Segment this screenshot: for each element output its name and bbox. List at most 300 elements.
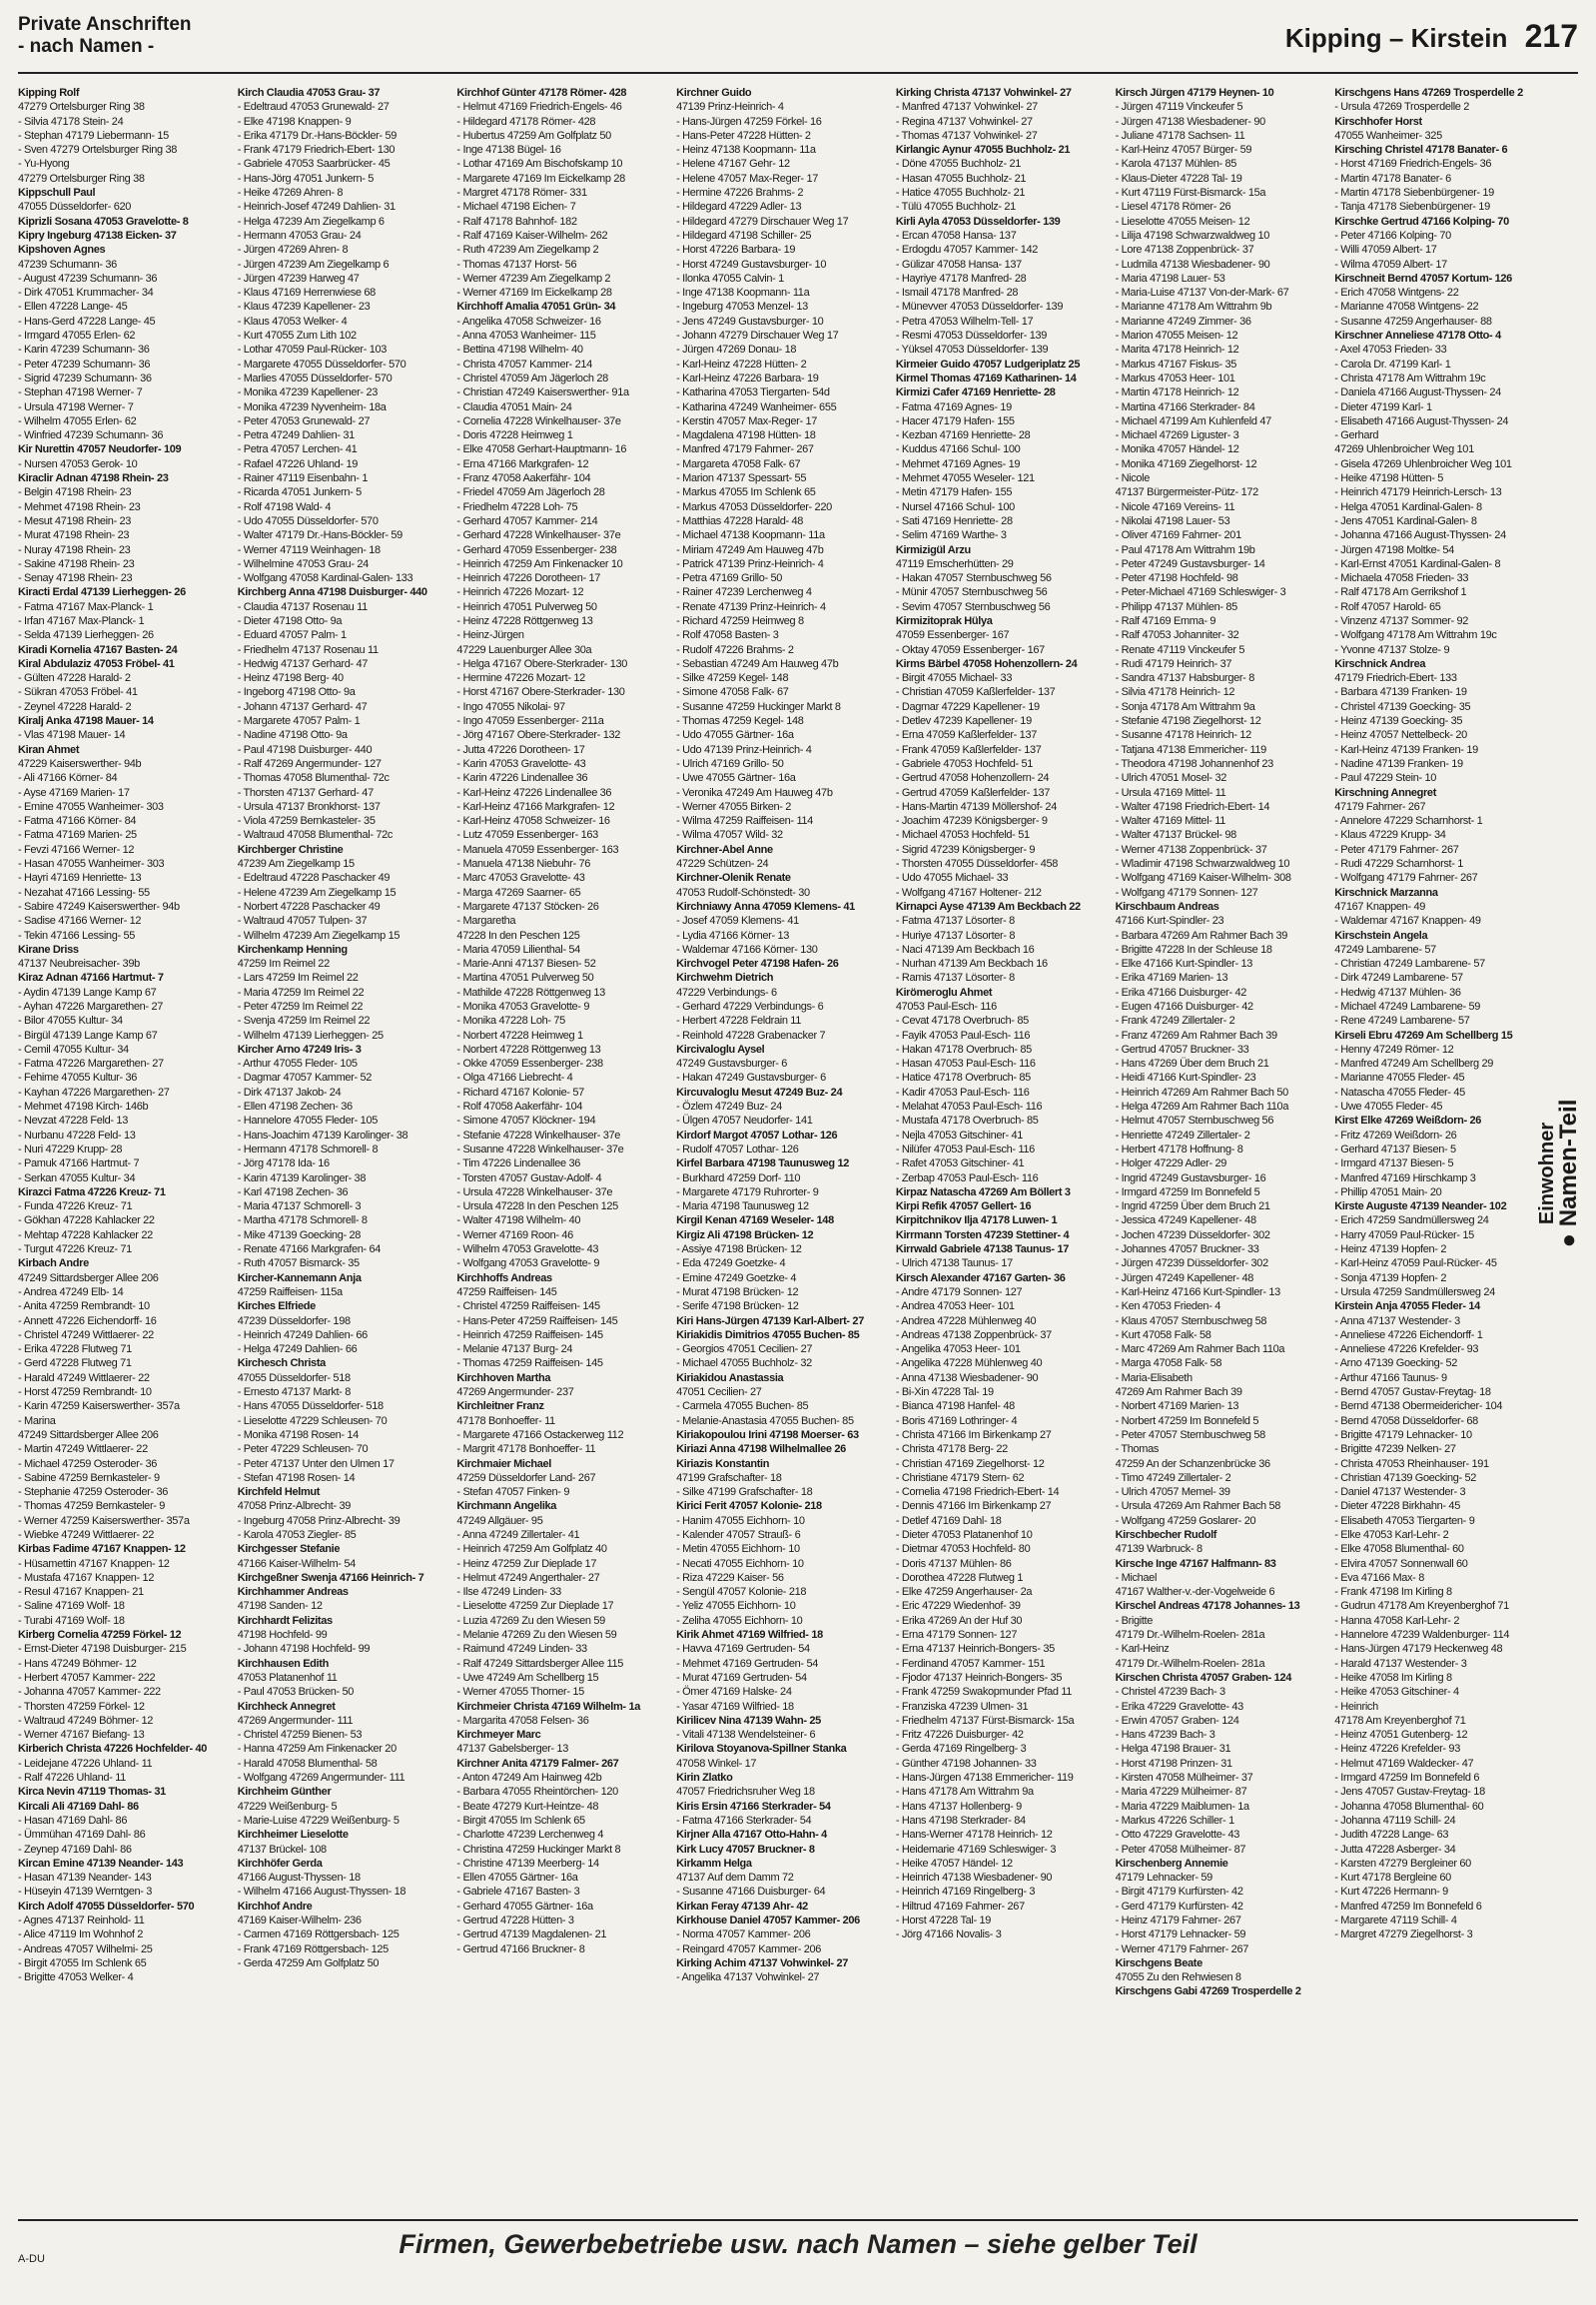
- listing-entry: - Belgin 47198 Rhein- 23: [18, 486, 132, 499]
- listing-entry: Kiralj Anka 47198 Mauer- 14: [18, 715, 154, 728]
- listing-entry: - Marianne 47058 Wintgens- 22: [1334, 301, 1479, 314]
- listing-entry: - Marianne 47178 Am Wittrahm 9b: [1115, 301, 1272, 314]
- listing-entry: - Erika 47269 An der Huf 30: [895, 1614, 1023, 1627]
- listing-entry: Kiracti Erdal 47139 Lierheggen- 26: [18, 586, 186, 599]
- listing-entry: - Lars 47259 Im Reimel 22: [237, 972, 359, 985]
- listing-entry: - Wolfgang 47179 Fahrner- 267: [1334, 872, 1478, 885]
- listing-entry: - Ingrid 47249 Gustavsburger- 16: [1115, 1171, 1266, 1184]
- listing-entry: - Birgit 47055 Im Schlenk 65: [18, 1956, 147, 1969]
- listing-entry: - Willi 47059 Albert- 17: [1334, 244, 1437, 257]
- listing-entry: - Frank 47198 Im Kirling 8: [1334, 1586, 1452, 1599]
- listing-entry: - Thomas 47137 Horst- 56: [456, 258, 577, 271]
- listing-entry: - Ismail 47178 Manfred- 28: [895, 287, 1019, 300]
- listing-entry: - Simone 47057 Klöckner- 194: [456, 1115, 596, 1128]
- listing-entry: - Murat 47198 Brücken- 12: [676, 1285, 799, 1298]
- listing-entry: - Friedhelm 47137 Fürst-Bismarck- 15a: [895, 1714, 1075, 1727]
- listing-entry: - Gertrud 47166 Bruckner- 8: [456, 1942, 585, 1955]
- listing-entry: - Mesut 47198 Rhein- 23: [18, 514, 132, 527]
- listing-entry: - Heike 47269 Ahren- 8: [237, 187, 344, 200]
- listing-entry: 47137 Brückel- 108: [237, 1843, 327, 1856]
- listing-entry: - Simone 47058 Falk- 67: [676, 686, 789, 699]
- listing-entry: - Jörg 47178 Ida- 16: [237, 1157, 330, 1170]
- listing-entry: - Hasan 47139 Neander- 143: [18, 1872, 152, 1885]
- listing-entry: - Karl-Heinz: [1115, 1643, 1170, 1656]
- listing-entry: - Jens 47051 Kardinal-Galen- 8: [1334, 514, 1477, 527]
- listing-entry: - Hedwig 47137 Mühlen- 36: [1334, 986, 1461, 999]
- listing-entry: - Karl-Heinz 47166 Kurt-Spindler- 13: [1115, 1285, 1280, 1298]
- listing-entry: - Ayhan 47226 Margarethen- 27: [18, 1001, 163, 1013]
- listing-entry: - Angelika 47058 Schweizer- 16: [456, 315, 601, 328]
- listing-entry: - Rudi 47229 Scharnhorst- 1: [1334, 858, 1464, 871]
- listing-entry: Kirch Adolf 47055 Düsseldorfer- 570: [18, 1900, 195, 1913]
- listing-entry: Kirchheimer Lieselotte: [237, 1829, 349, 1842]
- listing-entry: - Fevzi 47166 Werner- 12: [18, 843, 135, 856]
- listing-entry: - Kirsten 47058 Mülheimer- 37: [1115, 1772, 1253, 1785]
- listing-entry: Kirgiz Ali 47198 Brücken- 12: [676, 1228, 814, 1241]
- listing-entry: - Karl-Heinz 47058 Schweizer- 16: [456, 815, 610, 828]
- listing-entry: Kircali Ali 47169 Dahl- 86: [18, 1800, 139, 1813]
- listing-entry: - Ursula 47259 Sandmüllersweg 24: [1334, 1285, 1495, 1298]
- listing-entry: Kiriakidis Dimitrios 47055 Buchen- 85: [676, 1328, 860, 1341]
- listing-entry: Kircuvaloglu Mesut 47249 Buz- 24: [676, 1086, 843, 1099]
- listing-entry: - Rafet 47053 Gitschiner- 41: [895, 1157, 1025, 1170]
- listing-entry: - Wolfgang 47058 Kardinal-Galen- 133: [237, 572, 413, 585]
- listing-entry: - Heinrich 47169 Ringelberg- 3: [895, 1886, 1036, 1899]
- listing-entry: - Ulrich 47057 Memel- 39: [1115, 1486, 1230, 1499]
- listing-entry: - Holger 47229 Adler- 29: [1115, 1157, 1227, 1170]
- listing-entry: - Marc 47269 Am Rahmer Bach 110a: [1115, 1343, 1285, 1356]
- listing-entry: Kiraz Adnan 47166 Hartmut- 7: [18, 972, 164, 985]
- listing-entry: - Bernd 47058 Düsseldorfer- 68: [1334, 1414, 1478, 1427]
- listing-entry: - Helga 47167 Obere-Sterkrader- 130: [456, 657, 627, 670]
- listing-entry: - Margareta 47058 Falk- 67: [676, 457, 801, 470]
- listing-entry: - Sükran 47053 Fröbel- 41: [18, 686, 138, 699]
- listing-entry: - Melanie-Anastasia 47055 Buchen- 85: [676, 1414, 854, 1427]
- listing-entry: - Hasan 47055 Wanheimer- 303: [18, 858, 165, 871]
- listing-entry: - Erna 47059 Kaßlerfelder- 137: [895, 729, 1037, 742]
- listing-entry: Kirca Nevin 47119 Thomas- 31: [18, 1786, 166, 1799]
- listing-entry: - Hans-Werner 47178 Heinrich- 12: [895, 1829, 1053, 1842]
- listing-entry: - Karl-Heinz 47057 Bürger- 59: [1115, 144, 1252, 157]
- listing-entry: Kirchberg Anna 47198 Duisburger- 440: [237, 586, 427, 599]
- listing-entry: - Hakan 47178 Overbruch- 85: [895, 1043, 1032, 1056]
- listing-entry: - Nicole 47169 Vereins- 11: [1115, 500, 1235, 513]
- listing-entry: - Erika 47229 Gravelotte- 43: [1115, 1700, 1243, 1713]
- listing-entry: - Ruth 47057 Bismarck- 35: [237, 1257, 360, 1270]
- listing-entry: Kirchhoff Amalia 47051 Grün- 34: [456, 301, 616, 314]
- listing-entry: - Udo 47139 Prinz-Heinrich- 4: [676, 743, 812, 756]
- listing-entry: - Kurt 47119 Fürst-Bismarck- 15a: [1115, 187, 1266, 200]
- listing-entry: - Turgut 47226 Kreuz- 71: [18, 1243, 132, 1256]
- listing-entry: 47269 Uhlenbroicher Weg 101: [1334, 443, 1474, 456]
- listing-entry: - Christa 47178 Am Wittrahm 19c: [1334, 372, 1486, 384]
- listing-entry: - Wolfgang 47169 Kaiser-Wilhelm- 308: [1115, 872, 1291, 885]
- listing-entry: - Wilhelm 47053 Gravelotte- 43: [456, 1243, 599, 1256]
- listing-entry: - Peter 47058 Mülheimer- 87: [1115, 1843, 1246, 1856]
- listing-entry: Kirmeier Guido 47057 Ludgeriplatz 25: [895, 358, 1081, 371]
- listing-entry: - Karola 47137 Mühlen- 85: [1115, 158, 1237, 171]
- listing-entry: - Andreas 47138 Zoppenbrück- 37: [895, 1328, 1052, 1341]
- listing-entry: - Barbara 47269 Am Rahmer Bach 39: [1115, 929, 1288, 942]
- listing-entry: - Arno 47139 Goecking- 52: [1334, 1357, 1458, 1370]
- listing-entry: - Margrit 47178 Bonhoeffer- 11: [456, 1443, 596, 1456]
- listing-entry: - Hedwig 47137 Gerhard- 47: [237, 657, 369, 670]
- listing-entry: - Stefanie 47198 Ziegelhorst- 12: [1115, 715, 1261, 728]
- listing-entry: - Dagmar 47229 Kapellener- 19: [895, 700, 1040, 713]
- listing-entry: - Heinz 47198 Berg- 40: [237, 672, 344, 685]
- header-rule: [18, 72, 1578, 74]
- listing-entry: - Hans-Jürgen 47138 Emmericher- 119: [895, 1772, 1074, 1785]
- listing-entry: - Christel 47259 Bienen- 53: [237, 1729, 363, 1742]
- listing-entry: - Vinzenz 47137 Sommer- 92: [1334, 614, 1469, 627]
- listing-entry: 47198 Sanden- 12: [237, 1600, 323, 1613]
- listing-entry: - Bettina 47198 Wilhelm- 40: [456, 344, 583, 357]
- listing-entry: Kirchhoven Martha: [456, 1371, 551, 1384]
- listing-entry: - Hakan 47057 Sternbuschweg 56: [895, 572, 1052, 585]
- listing-entry: - Silke 47199 Grafschafter- 18: [676, 1486, 813, 1499]
- listing-entry: Kiradi Kornelia 47167 Basten- 24: [18, 643, 178, 656]
- listing-entry: - Walter 47198 Wilhelm- 40: [456, 1214, 581, 1227]
- listing-entry: - Jutta 47228 Asberger- 34: [1334, 1843, 1456, 1856]
- listing-entry: 47279 Ortelsburger Ring 38: [18, 172, 145, 185]
- listing-entry: 47249 Allgäuer- 95: [456, 1514, 543, 1527]
- listing-entry: - Kezban 47169 Henriette- 28: [895, 429, 1031, 442]
- listing-entry: - Yasar 47169 Wilfried- 18: [676, 1700, 794, 1713]
- listing-entry: - Gabriele 47167 Basten- 3: [456, 1886, 580, 1899]
- listing-entry: - Karsten 47279 Bergleiner 60: [1334, 1857, 1471, 1870]
- listing-entry: - Michael 47249 Lambarene- 59: [1334, 1001, 1481, 1013]
- listing-entry: Kirli Ayla 47053 Düsseldorfer- 139: [895, 215, 1061, 228]
- listing-entry: - Metin 47179 Hafen- 155: [895, 486, 1013, 499]
- listing-entry: - Tekin 47166 Lessing- 55: [18, 929, 136, 942]
- listing-entry: - Margarete 47179 Ruhrorter- 9: [676, 1185, 819, 1198]
- listing-entry: - Gerhard 47055 Gärtner- 16a: [456, 1900, 593, 1913]
- listing-entry: - Harald 47137 Westender- 3: [1334, 1657, 1467, 1670]
- listing-entry: - Christel 47059 Am Jägerloch 28: [456, 372, 608, 384]
- listing-entry: - Dieter 47228 Birkhahn- 45: [1334, 1500, 1460, 1513]
- listing-entry: Kirfel Barbara 47198 Taunusweg 12: [676, 1157, 850, 1170]
- listing-entry: - Henny 47249 Römer- 12: [1334, 1043, 1454, 1056]
- listing-entry: Kirschner Anneliese 47178 Otto- 4: [1334, 330, 1501, 343]
- listing-entry: - Paul 47229 Stein- 10: [1334, 772, 1437, 785]
- listing-entry: - Helene 47057 Max-Reger- 17: [676, 172, 818, 185]
- side-tab-text: [1536, 1100, 1580, 1248]
- listing-entry: 47259 An der Schanzenbrücke 36: [1115, 1457, 1270, 1470]
- listing-entry: - Hüsamettin 47167 Knappen- 12: [18, 1557, 170, 1570]
- listing-entry: - Eugen 47166 Duisburger- 42: [1115, 1001, 1253, 1013]
- listing-entry: - Franz 47058 Aakerfähr- 104: [456, 472, 591, 485]
- listing-entry: 47179 Friedrich-Ebert- 133: [1334, 672, 1457, 685]
- listing-entry: 47055 Wanheimer- 325: [1334, 129, 1442, 142]
- listing-entry: - Sonja 47139 Hopfen- 2: [1334, 1271, 1447, 1284]
- listing-entry: - Melanie 47269 Zu den Wiesen 59: [456, 1629, 617, 1642]
- listing-entry: 47053 Paul-Esch- 116: [895, 1001, 997, 1013]
- listing-entry: - Wladimir 47198 Schwarzwaldweg 10: [1115, 858, 1290, 871]
- listing-entry: - Emine 47055 Wanheimer- 303: [18, 800, 164, 813]
- listing-entry: - Ernst-Dieter 47198 Duisburger- 215: [18, 1643, 187, 1656]
- listing-entry: - Lieselotte 47259 Zur Dieplade 17: [456, 1600, 614, 1613]
- listing-entry: - Ralf 47169 Kaiser-Wilhelm- 262: [456, 229, 608, 242]
- listing-entry: - Johanna 47057 Kammer- 222: [18, 1686, 161, 1699]
- listing-entry: - Hakan 47249 Gustavsburger- 6: [676, 1072, 826, 1085]
- listing-entry: Kirkamm Helga: [676, 1857, 752, 1870]
- listing-entry: Kirkan Feray 47139 Ahr- 42: [676, 1900, 808, 1913]
- listing-entry: - Anna 47053 Wanheimer- 115: [456, 330, 596, 343]
- listing-entry: - Udo 47055 Michael- 33: [895, 872, 1009, 885]
- listing-entry: Kipshoven Agnes: [18, 244, 106, 257]
- listing-entry: - Hasan 47053 Paul-Esch- 116: [895, 1058, 1036, 1071]
- listing-entry: - Detlef 47169 Dahl- 18: [895, 1514, 1002, 1527]
- listing-entry: - Maria 47229 Maiblumen- 1a: [1115, 1800, 1249, 1813]
- listing-entry: - Günther 47198 Johannen- 33: [895, 1757, 1037, 1770]
- listing-entry: Kirchgesser Stefanie: [237, 1543, 341, 1556]
- listing-entry: - Serkan 47055 Kultur- 34: [18, 1171, 136, 1184]
- listing-entry: - Stephan 47179 Liebermann- 15: [18, 129, 169, 142]
- listing-entry: 47239 Düsseldorfer- 198: [237, 1314, 351, 1327]
- listing-entry: - Claudia 47051 Main- 24: [456, 400, 572, 413]
- listing-entry: - Andrea 47053 Heer- 101: [895, 1300, 1015, 1313]
- listing-entry: - Ursula 47169 Mittel- 11: [1115, 786, 1226, 799]
- listing-entry: - Olga 47166 Liebrecht- 4: [456, 1072, 573, 1085]
- listing-entry: - Klaus 47057 Sternbuschweg 58: [1115, 1314, 1267, 1327]
- listing-entry: - Mustafa 47178 Overbruch- 85: [895, 1115, 1039, 1128]
- listing-entry: - Cornelia 47198 Friedrich-Ebert- 14: [895, 1486, 1060, 1499]
- listing-entry: - Elke 47198 Knappen- 9: [237, 115, 352, 128]
- listing-entry: - Manfred 47137 Vohwinkel- 27: [895, 101, 1038, 114]
- listing-entry: Kirlangic Aynur 47055 Buchholz- 21: [895, 144, 1071, 157]
- listing-entry: - Werner 47179 Fahrner- 267: [1115, 1942, 1248, 1955]
- listing-entry: - Marie-Luise 47229 Weißenburg- 5: [237, 1814, 399, 1827]
- listing-entry: 47199 Grafschafter- 18: [676, 1471, 782, 1484]
- listing-entry: - Bernd 47057 Gustav-Freytag- 18: [1334, 1386, 1491, 1399]
- listing-entry: - Timo 47249 Zillertaler- 2: [1115, 1471, 1231, 1484]
- listing-entry: - Christian 47139 Goecking- 52: [1334, 1471, 1477, 1484]
- listing-entry: - Monika 47057 Händel- 12: [1115, 443, 1239, 456]
- listing-entry: Kirking Achim 47137 Vohwinkel- 27: [676, 1956, 848, 1969]
- listing-entry: - Werner 47239 Am Ziegelkamp 2: [456, 272, 611, 285]
- listing-entry: 47249 Gustavsburger- 6: [676, 1058, 788, 1071]
- listing-entry: - Anna 47137 Westender- 3: [1334, 1314, 1460, 1327]
- listing-entry: - Cemil 47055 Kultur- 34: [18, 1043, 129, 1056]
- listing-entry: - Markus 47053 Düsseldorfer- 220: [676, 500, 832, 513]
- listing-entry: - Hildegard 47229 Adler- 13: [676, 201, 802, 214]
- listing-entry: - Margret 47178 Römer- 331: [456, 187, 587, 200]
- listing-entry: 47051 Cecilien- 27: [676, 1386, 762, 1399]
- listing-entry: - Paul 47198 Duisburger- 440: [237, 743, 373, 756]
- listing-entry: - Karl-Heinz 47139 Franken- 19: [1334, 743, 1478, 756]
- listing-entry: - Heinz 47051 Gutenberg- 12: [1334, 1729, 1468, 1742]
- listing-entry: - Christa 47178 Berg- 22: [895, 1443, 1008, 1456]
- listing-entry: 47137 Bürgermeister-Pütz- 172: [1115, 486, 1258, 499]
- listing-entry: 47229 Kaiserswerther- 94b: [18, 757, 142, 770]
- listing-entry: - Eva 47166 Max- 8: [1334, 1571, 1424, 1584]
- listing-entry: - Ursula 47269 Am Rahmer Bach 58: [1115, 1500, 1281, 1513]
- listing-entry: 47179 Lehnacker- 59: [1115, 1872, 1212, 1885]
- listing-column: [238, 86, 449, 2208]
- listing-entry: - Johanna 47058 Blumenthal- 60: [1334, 1800, 1484, 1813]
- listing-entry: - Walter 47179 Dr.-Hans-Böckler- 59: [237, 529, 402, 542]
- listing-entry: - Reingard 47057 Kammer- 206: [676, 1942, 822, 1955]
- listing-entry: - Peter 47137 Unter den Ulmen 17: [237, 1457, 395, 1470]
- listing-entry: - Fatma 47169 Marien- 25: [18, 829, 137, 842]
- listing-entry: - Cevat 47178 Overbruch- 85: [895, 1015, 1029, 1028]
- listing-entry: - Susanne 47259 Huckinger Markt 8: [676, 700, 841, 713]
- listing-entry: - Daniel 47137 Westender- 3: [1334, 1486, 1466, 1499]
- listing-entry: - Elke 47053 Karl-Lehr- 2: [1334, 1528, 1449, 1541]
- listing-entry: Kircher Arno 47249 Iris- 3: [237, 1043, 362, 1056]
- listing-entry: Kirpaz Natascha 47269 Am Böllert 3: [895, 1185, 1071, 1198]
- listing-entry: - Henriette 47249 Zillertaler- 2: [1115, 1129, 1250, 1142]
- side-tab-line2: ● Namen-Teil: [1555, 1099, 1582, 1248]
- listing-column: [1334, 86, 1546, 2208]
- listing-entry: - Katharina 47249 Wanheimer- 655: [676, 400, 837, 413]
- listing-entry: 47166 Kurt-Spindler- 23: [1115, 915, 1224, 928]
- listing-entry: - Jens 47249 Gustavsburger- 10: [676, 315, 824, 328]
- listing-entry: - Ralf 47169 Emma- 9: [1115, 614, 1216, 627]
- listing-entry: - Sakine 47198 Rhein- 23: [18, 557, 135, 570]
- listing-entry: - Winfried 47239 Schumann- 36: [18, 429, 164, 442]
- listing-entry: - Petra 47249 Dahlien- 31: [237, 429, 355, 442]
- listing-entry: - Karin 47139 Karolinger- 38: [237, 1171, 367, 1184]
- listing-entry: - Özlem 47249 Buz- 24: [676, 1101, 782, 1114]
- listing-entry: - Markus 47167 Fiskus- 35: [1115, 358, 1237, 371]
- listing-entry: 47249 Lambarene- 57: [1334, 943, 1436, 956]
- listing-entry: - Sigrid 47239 Schumann- 36: [18, 372, 152, 384]
- listing-entry: - Elke 47166 Kurt-Spindler- 13: [1115, 958, 1253, 971]
- listing-entry: - Norbert 47169 Marien- 13: [1115, 1400, 1239, 1413]
- listing-columns: [18, 86, 1546, 2208]
- listing-entry: - Dennis 47166 Im Birkenkamp 27: [895, 1500, 1052, 1513]
- listing-entry: - Ralf 47269 Angermunder- 127: [237, 757, 382, 770]
- listing-entry: Kirsch Alexander 47167 Garten- 36: [895, 1271, 1066, 1284]
- listing-entry: Kirschhofer Horst: [1334, 115, 1422, 128]
- listing-entry: - Bianca 47198 Hanfel- 48: [895, 1400, 1015, 1413]
- listing-entry: - Sonja 47178 Am Wittrahm 9a: [1115, 700, 1255, 713]
- listing-entry: - Christel 47139 Goecking- 35: [1334, 700, 1471, 713]
- listing-entry: 47269 Am Rahmer Bach 39: [1115, 1386, 1242, 1399]
- listing-entry: - Burkhard 47259 Dorf- 110: [676, 1171, 801, 1184]
- listing-entry: 47198 Hochfeld- 99: [237, 1629, 328, 1642]
- listing-entry: - Tanja 47178 Siebenbürgener- 19: [1334, 201, 1490, 214]
- listing-entry: Kirschgens Hans 47269 Trosperdelle 2: [1334, 87, 1523, 99]
- listing-entry: - Barbara 47055 Rheintörchen- 120: [456, 1786, 618, 1799]
- listing-entry: - Thorsten 47137 Gerhard- 47: [237, 786, 374, 799]
- listing-entry: 47179 Fahrner- 267: [1334, 800, 1426, 813]
- listing-entry: - Christian 47249 Kaiserswerther- 91a: [456, 386, 629, 399]
- listing-entry: - Karin 47259 Kaiserswerther- 357a: [18, 1400, 180, 1413]
- listing-entry: - Harry 47059 Paul-Rücker- 15: [1334, 1228, 1474, 1241]
- listing-entry: - Tülü 47055 Buchholz- 21: [895, 201, 1016, 214]
- listing-entry: - Helmut 47249 Angerthaler- 27: [456, 1571, 600, 1584]
- listing-entry: - Nurbanu 47228 Feld- 13: [18, 1129, 136, 1142]
- listing-entry: - Manfred 47179 Fahrner- 267: [676, 443, 814, 456]
- listing-entry: - Horst 47259 Rembrandt- 10: [18, 1386, 152, 1399]
- listing-entry: - Reinhold 47228 Grabenacker 7: [676, 1029, 826, 1042]
- listing-entry: - Matthias 47228 Harald- 48: [676, 514, 804, 527]
- listing-entry: - Gerhard: [1334, 429, 1379, 442]
- listing-entry: - Christina 47259 Huckinger Markt 8: [456, 1843, 621, 1856]
- listing-entry: - Oliver 47169 Fahrner- 201: [1115, 529, 1241, 542]
- listing-entry: - Elke 47058 Blumenthal- 60: [1334, 1543, 1464, 1556]
- listing-entry: - Lore 47138 Zoppenbrück- 37: [1115, 244, 1254, 257]
- listing-entry: 47259 Düsseldorfer Land- 267: [456, 1471, 596, 1484]
- listing-entry: - Fatma 47226 Margarethen- 27: [18, 1058, 164, 1071]
- listing-entry: Kirschnick Marzanna: [1334, 886, 1438, 899]
- listing-entry: - Fatma 47166 Sterkrader- 54: [676, 1814, 812, 1827]
- listing-entry: - Wilhelmine 47053 Grau- 24: [237, 557, 369, 570]
- listing-entry: Kirchmaier Michael: [456, 1457, 551, 1470]
- listing-entry: - Michael 47199 Am Kuhlenfeld 47: [1115, 414, 1271, 427]
- listing-entry: - Regina 47137 Vohwinkel- 27: [895, 115, 1033, 128]
- footer-code: A-DU: [18, 2253, 45, 2265]
- listing-entry: Kippschull Paul: [18, 187, 96, 200]
- listing-entry: Kirschke Gertrud 47166 Kolping- 70: [1334, 215, 1509, 228]
- listing-entry: 47178 Am Kreyenberghof 71: [1334, 1714, 1466, 1727]
- listing-entry: Kirchheck Annegret: [237, 1700, 336, 1713]
- listing-entry: - Zerbap 47053 Paul-Esch- 116: [895, 1171, 1039, 1184]
- listing-entry: - Vlas 47198 Mauer- 14: [18, 729, 126, 742]
- listing-entry: - Andrea 47228 Mühlenweg 40: [895, 1314, 1037, 1327]
- listing-entry: - Richard 47259 Heimweg 8: [676, 614, 804, 627]
- listing-entry: - Münevver 47053 Düsseldorfer- 139: [895, 301, 1064, 314]
- listing-entry: - Sevim 47057 Sternbuschweg 56: [895, 600, 1051, 613]
- listing-entry: - Rolf 47057 Harold- 65: [1334, 600, 1441, 613]
- listing-entry: - Hannelore 47055 Fleder- 105: [237, 1115, 378, 1128]
- listing-entry: 47229 Weißenburg- 5: [237, 1800, 338, 1813]
- listing-entry: - Ümmühan 47169 Dahl- 86: [18, 1829, 146, 1842]
- listing-entry: - Heike 47053 Gitschiner- 4: [1334, 1686, 1459, 1699]
- listing-entry: - Norma 47057 Kammer- 206: [676, 1928, 811, 1941]
- listing-entry: - Edeltraud 47053 Grunewald- 27: [237, 101, 390, 114]
- listing-entry: 47139 Warbruck- 8: [1115, 1543, 1202, 1556]
- listing-entry: - Markus 47053 Heer- 101: [1115, 372, 1235, 384]
- listing-entry: Kirchniawy Anna 47059 Klemens- 41: [676, 900, 855, 913]
- listing-entry: - Johann 47279 Dirschauer Weg 17: [676, 330, 839, 343]
- listing-entry: - Emine 47249 Goetzke- 4: [676, 1271, 797, 1284]
- listing-entry: - Luzia 47269 Zu den Wiesen 59: [456, 1614, 605, 1627]
- listing-entry: - Elke 47259 Angerhauser- 2a: [895, 1586, 1033, 1599]
- listing-entry: - Hildegard 47198 Schiller- 25: [676, 229, 812, 242]
- listing-entry: - Horst 47249 Gustavsburger- 10: [676, 258, 827, 271]
- listing-entry: - Fayik 47053 Paul-Esch- 116: [895, 1029, 1031, 1042]
- listing-entry: Kirschbaum Andreas: [1115, 900, 1219, 913]
- listing-entry: Kirk Lucy 47057 Bruckner- 8: [676, 1843, 815, 1856]
- listing-entry: - Erika 47228 Flutweg 71: [18, 1343, 132, 1356]
- listing-entry: Kircivaloglu Aysel: [676, 1043, 765, 1056]
- listing-entry: - Sengül 47057 Kolonie- 218: [676, 1586, 807, 1599]
- listing-entry: Kirberich Christa 47226 Hochfelder- 40: [18, 1743, 208, 1756]
- listing-entry: 47259 Raiffeisen- 145: [456, 1285, 557, 1298]
- listing-entry: Kirchfeld Helmut: [237, 1486, 321, 1499]
- listing-entry: - Ingeborg 47198 Otto- 9a: [237, 686, 356, 699]
- listing-entry: - Ercan 47058 Hansa- 137: [895, 229, 1017, 242]
- listing-entry: - Jörg 47167 Obere-Sterkrader- 132: [456, 729, 621, 742]
- listing-entry: - Harald 47249 Wittlaerer- 22: [18, 1371, 150, 1384]
- listing-entry: - Anna 47138 Wiesbadener- 90: [895, 1371, 1039, 1384]
- listing-entry: - Svenja 47259 Im Reimel 22: [237, 1015, 371, 1028]
- listing-entry: Kirsch Jürgen 47179 Heynen- 10: [1115, 87, 1274, 99]
- listing-entry: Kiran Ahmet: [18, 743, 80, 756]
- listing-entry: - Arthur 47055 Fleder- 105: [237, 1058, 358, 1071]
- listing-entry: Kirschning Annegret: [1334, 786, 1437, 799]
- listing-entry: - Monika 47239 Kapellener- 23: [237, 386, 378, 399]
- listing-entry: - Ursula 47228 In den Peschen 125: [456, 1200, 618, 1213]
- listing-entry: - Eduard 47057 Palm- 1: [237, 629, 347, 642]
- listing-entry: - Wilma 47059 Albert- 17: [1334, 258, 1447, 271]
- listing-entry: - Helga 47239 Am Ziegelkamp 6: [237, 215, 385, 228]
- listing-entry: 47169 Kaiser-Wilhelm- 236: [237, 1915, 362, 1926]
- listing-entry: - Rafael 47226 Uhland- 19: [237, 457, 358, 470]
